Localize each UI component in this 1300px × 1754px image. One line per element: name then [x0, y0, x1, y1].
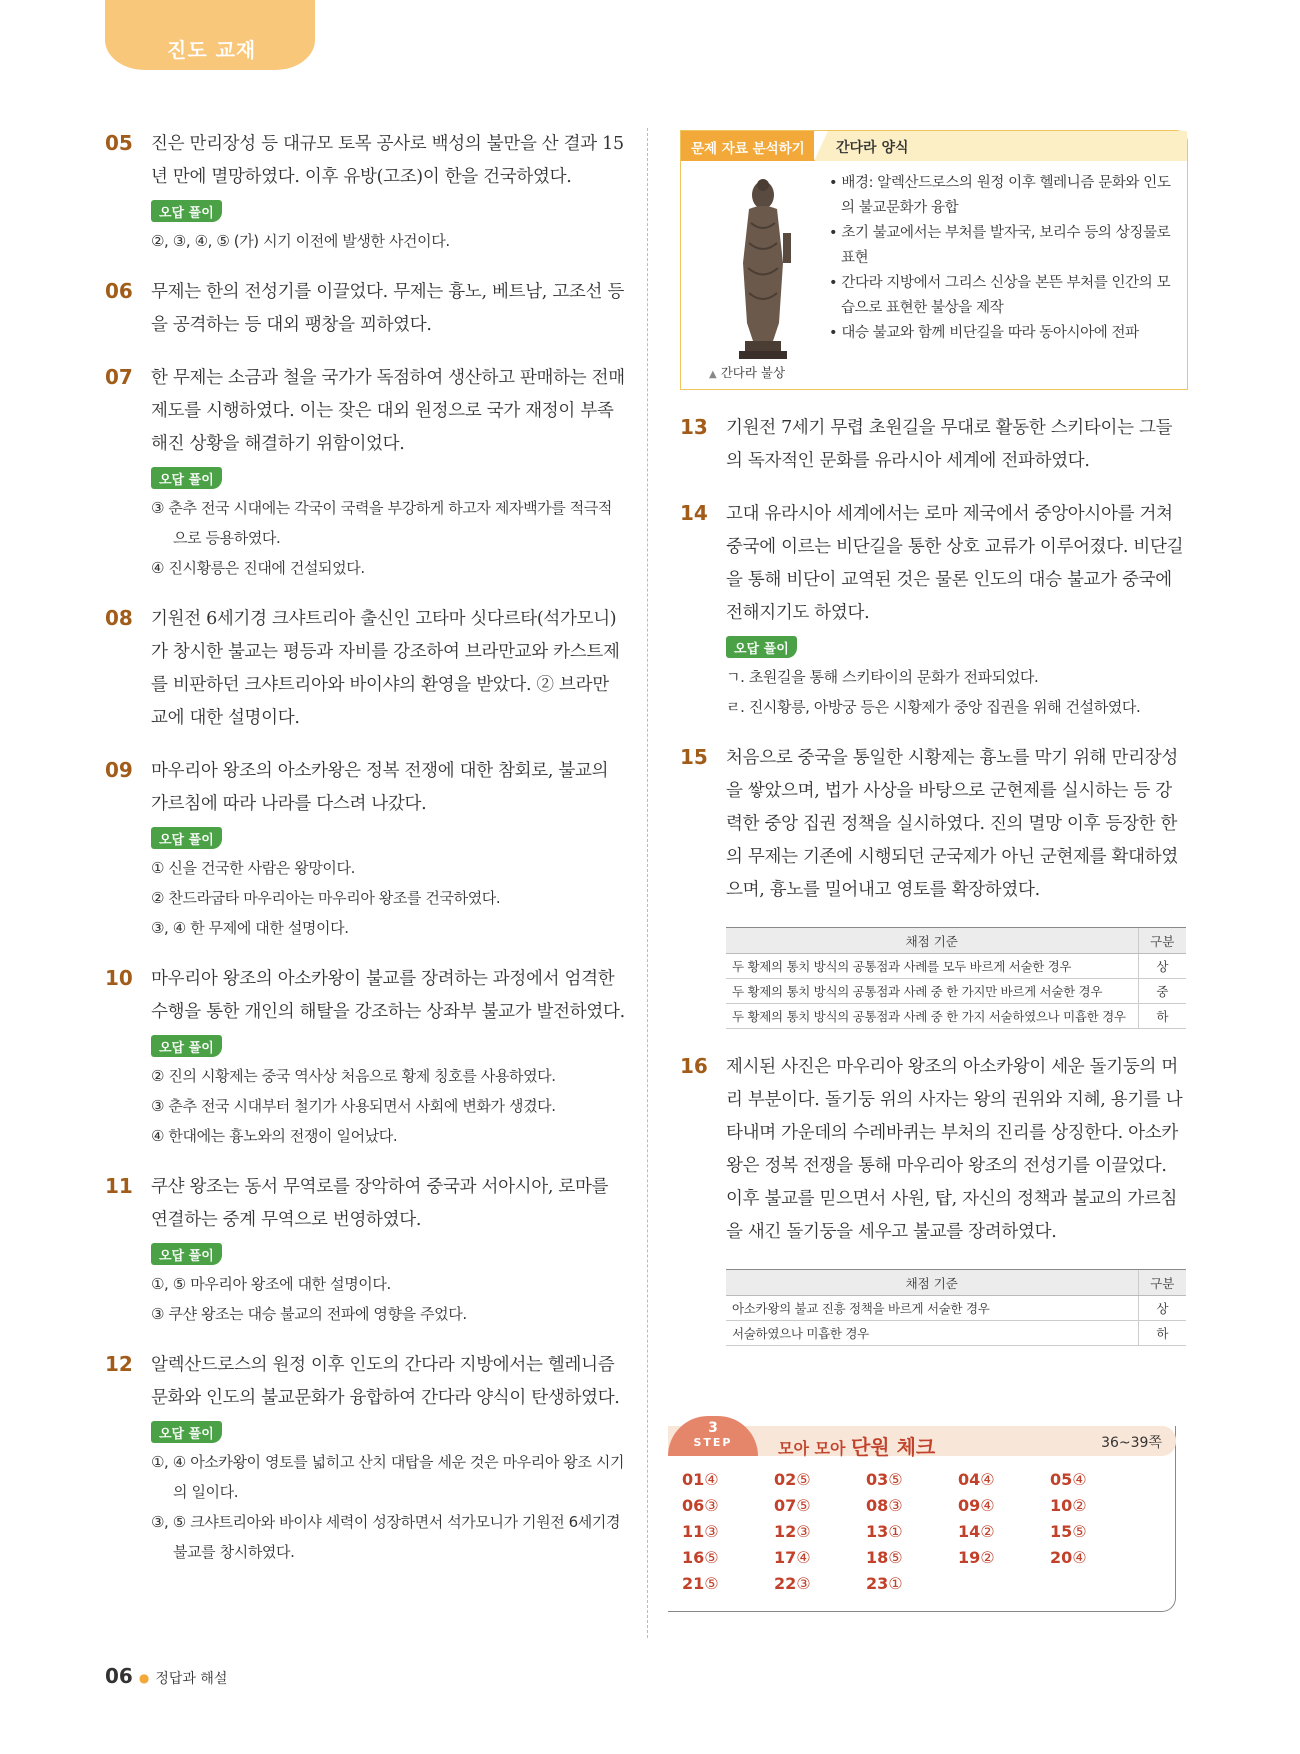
wrong-answer-line: ③ 쿠샨 왕조는 대승 불교의 전파에 영향을 주었다.	[151, 1305, 467, 1323]
answer-value: ③	[796, 1574, 811, 1593]
question-09	[105, 755, 625, 943]
answer-value: ④	[1072, 1548, 1087, 1567]
table-cell: 서술하였으나 미흡한 경우	[726, 1321, 1138, 1346]
answer-number: 13	[866, 1522, 889, 1541]
answer-value: ②	[980, 1522, 995, 1541]
answer-number: 04	[958, 1470, 981, 1489]
answer-value: ⑤	[796, 1470, 811, 1489]
answer-value: ③	[888, 1496, 903, 1515]
table-row	[726, 954, 1186, 979]
answer-number: 15	[1050, 1522, 1073, 1541]
answer-item	[682, 1470, 719, 1489]
question-05	[105, 128, 625, 256]
answer-number: 16	[682, 1548, 705, 1567]
table-header: 구분	[1138, 1270, 1186, 1296]
wrong-answer-line: ②, ③, ④, ⑤ (가) 시기 이전에 발생한 사건이다.	[151, 232, 450, 250]
right-questions	[680, 412, 1188, 1346]
triangle-icon: ▲	[709, 369, 717, 380]
wrong-answer-badge: 오답 풀이	[151, 1243, 222, 1265]
unit-check-box	[668, 1420, 1176, 1612]
wrong-answer-badge: 오답 풀이	[151, 1421, 222, 1443]
table-row	[726, 979, 1186, 1004]
answer-value: ①	[888, 1574, 903, 1593]
unit-check-pages: 36~39쪽	[1101, 1435, 1162, 1451]
answer-item	[866, 1470, 903, 1489]
table-cell: 상	[1138, 954, 1186, 979]
answer-number: 21	[682, 1574, 705, 1593]
answer-number: 03	[866, 1470, 889, 1489]
table-header: 구분	[1138, 928, 1186, 954]
unit-check-title-big: 단원 체크	[850, 1435, 936, 1459]
table-cell: 중	[1138, 979, 1186, 1004]
page-number: 06	[105, 1664, 133, 1688]
wrong-answer-section	[151, 827, 625, 943]
wrong-answer-line: ③ 춘추 전국 시대에는 각국이 국력을 부강하게 하고자 제자백가를 적극적으로 등용하였다.	[151, 499, 612, 547]
question-number: 12	[105, 1352, 133, 1376]
wrong-answer-line: ①, ④ 아소카왕이 영토를 넓히고 산치 대탑을 세운 것은 마우리아 왕조 시기의 일이다.	[151, 1453, 625, 1501]
question-text: 무제는 한의 전성기를 이끌었다. 무제는 흉노, 베트남, 고조선 등을 공격하는 등 대외 팽창을 꾀하였다.	[151, 282, 625, 335]
answer-number: 05	[1050, 1470, 1073, 1489]
wrong-answer-section	[151, 1421, 625, 1567]
table-row	[726, 1004, 1186, 1029]
unit-check-title	[778, 1431, 935, 1460]
answer-item	[958, 1470, 995, 1489]
question-08	[105, 603, 625, 735]
answer-value: ⑤	[888, 1548, 903, 1567]
right-column	[680, 130, 1188, 1368]
answer-value: ⑤	[704, 1574, 719, 1593]
answer-number: 18	[866, 1548, 889, 1567]
wrong-answer-line: ㄱ. 초원길을 통해 스키타이의 문화가 전파되었다.	[726, 668, 1039, 686]
answer-item	[866, 1522, 903, 1541]
answer-value: ⑤	[1072, 1522, 1087, 1541]
answer-number: 07	[774, 1496, 797, 1515]
step-badge	[668, 1416, 758, 1456]
answer-value: ③	[704, 1496, 719, 1515]
answer-item	[682, 1574, 719, 1593]
answer-value: ③	[796, 1522, 811, 1541]
wrong-answer-line: ③ 춘추 전국 시대부터 철기가 사용되면서 사회에 변화가 생겼다.	[151, 1097, 556, 1115]
analysis-box	[680, 130, 1188, 390]
table-cell: 두 황제의 통치 방식의 공통점과 사례 중 한 가지 서술하였으나 미흡한 경우	[726, 1004, 1138, 1029]
wrong-answer-line: ④ 진시황릉은 진대에 건설되었다.	[151, 559, 365, 577]
analysis-title: 간다라 양식	[836, 140, 909, 156]
question-number: 14	[680, 501, 708, 525]
question-text: 제시된 사진은 마우리아 왕조의 아소카왕이 세운 돌기둥의 머리 부분이다. 돌기둥 위의 사자는 왕의 권위와 지혜, 용기를 나타내며 가운데의 수레바퀴는 부처의 진리를 상징한다. 아소카왕은 정복 전쟁을 통해 마우리아 왕조의 전성기를 이끌었다. 이후 불교를 믿으면서 사원, 탑, 자신의 정책과 불교의 가르침을 새긴 돌기둥을 세우고 불교를 장려하였다.	[726, 1057, 1183, 1242]
answer-item	[774, 1574, 811, 1593]
answer-item	[958, 1496, 995, 1515]
answer-number: 22	[774, 1574, 797, 1593]
answer-value: ④	[704, 1470, 719, 1489]
question-number: 13	[680, 415, 708, 439]
answer-item	[682, 1548, 719, 1567]
question-06	[105, 276, 625, 342]
analysis-bullet: • 배경: 알렉산드로스의 원정 이후 헬레니즘 문화와 인도의 불교문화가 융합	[829, 175, 1171, 216]
wrong-answer-badge: 오답 풀이	[151, 827, 222, 849]
answer-item	[958, 1548, 995, 1567]
question-text: 기원전 6세기경 크샤트리아 출신인 고타마 싯다르타(석가모니)가 창시한 불교는 평등과 자비를 강조하여 브라만교와 카스트제를 비판하던 크샤트리아와 바이샤의 환영을 받았다. ② 브라만교에 대한 설명이다.	[151, 609, 620, 728]
answer-value: ③	[704, 1522, 719, 1541]
answer-value: ①	[888, 1522, 903, 1541]
wrong-answer-section	[151, 1035, 625, 1151]
answer-item	[682, 1496, 719, 1515]
buddha-statue-image	[721, 173, 805, 359]
analysis-bullet: • 대승 불교와 함께 비단길을 따라 동아시아에 전파	[829, 325, 1139, 341]
answer-item	[774, 1470, 811, 1489]
answer-number: 19	[958, 1548, 981, 1567]
answer-item	[1050, 1548, 1087, 1567]
answer-number: 06	[682, 1496, 705, 1515]
answer-value: ⑤	[704, 1548, 719, 1567]
wrong-answer-line: ①, ⑤ 마우리아 왕조에 대한 설명이다.	[151, 1275, 391, 1293]
answer-item	[1050, 1522, 1087, 1541]
wrong-answer-badge: 오답 풀이	[151, 467, 222, 489]
question-text: 고대 유라시아 세계에서는 로마 제국에서 중앙아시아를 거쳐 중국에 이르는 비단길을 통한 상호 교류가 이루어졌다. 비단길을 통해 비단이 교역된 것은 물론 인도의 대승 불교가 중국에 전해지기도 하였다.	[726, 504, 1184, 623]
answer-value: ②	[980, 1548, 995, 1567]
question-text: 알렉산드로스의 원정 이후 인도의 간다라 지방에서는 헬레니즘 문화와 인도의 불교문화가 융합하여 간다라 양식이 탄생하였다.	[151, 1355, 620, 1408]
question-13	[680, 412, 1188, 478]
analysis-tab-tail	[814, 131, 828, 161]
wrong-answer-badge: 오답 풀이	[151, 200, 222, 222]
question-number: 05	[105, 131, 133, 155]
question-number: 11	[105, 1174, 133, 1198]
table-cell: 상	[1138, 1296, 1186, 1321]
question-text: 기원전 7세기 무렵 초원길을 무대로 활동한 스키타이는 그들의 독자적인 문화를 유라시아 세계에 전파하였다.	[726, 418, 1173, 471]
answer-value: ④	[980, 1496, 995, 1515]
section-tab: 진도 교재	[105, 0, 315, 70]
question-11	[105, 1171, 625, 1329]
answer-value: ④	[980, 1470, 995, 1489]
wrong-answer-line: ④ 한대에는 흉노와의 전쟁이 일어났다.	[151, 1127, 398, 1145]
statue-caption-text: 간다라 불상	[720, 365, 786, 380]
answer-item	[1050, 1470, 1087, 1489]
wrong-answer-line: ② 진의 시황제는 중국 역사상 처음으로 황제 칭호를 사용하였다.	[151, 1067, 556, 1085]
question-14	[680, 498, 1188, 722]
answer-number: 11	[682, 1522, 705, 1541]
answer-item	[866, 1574, 903, 1593]
table-cell: 두 황제의 통치 방식의 공통점과 사례 중 한 가지만 바르게 서술한 경우	[726, 979, 1138, 1004]
answer-item	[866, 1548, 903, 1567]
column-divider	[647, 128, 648, 1638]
question-number: 09	[105, 758, 133, 782]
answer-item	[958, 1522, 995, 1541]
wrong-answer-line: ② 찬드라굽타 마우리아는 마우리아 왕조를 건국하였다.	[151, 889, 501, 907]
answer-item	[682, 1522, 719, 1541]
question-text: 처음으로 중국을 통일한 시황제는 흉노를 막기 위해 만리장성을 쌓았으며, 법가 사상을 바탕으로 군현제를 실시하는 등 강력한 중앙 집권 정책을 실시하였다. 진의 멸망 이후 등장한 한의 무제는 기존에 시행되던 군국제가 아닌 군현제를 확대하였으며, 흉노를 밀어내고 영토를 확장하였다.	[726, 748, 1178, 900]
step-number: 3	[708, 1420, 718, 1436]
question-10	[105, 963, 625, 1151]
question-number: 10	[105, 966, 133, 990]
wrong-answer-section	[151, 200, 625, 256]
question-number: 06	[105, 279, 133, 303]
question-text: 마우리아 왕조의 아소카왕은 정복 전쟁에 대한 참회로, 불교의 가르침에 따라 나라를 다스려 나갔다.	[151, 761, 609, 814]
wrong-answer-line: ㄹ. 진시황릉, 아방궁 등은 시황제가 중앙 집권을 위해 건설하였다.	[726, 698, 1141, 716]
scoring-table-16	[726, 1269, 1186, 1346]
answer-number: 01	[682, 1470, 705, 1489]
wrong-answer-section	[151, 467, 625, 583]
table-cell: 하	[1138, 1321, 1186, 1346]
unit-check-title-small: 모아 모아	[778, 1439, 851, 1458]
question-number: 08	[105, 606, 133, 630]
table-header: 채점 기준	[726, 928, 1138, 954]
wrong-answer-badge: 오답 풀이	[151, 1035, 222, 1057]
answer-number: 14	[958, 1522, 981, 1541]
wrong-answer-line: ③, ⑤ 크샤트리아와 바이샤 세력이 성장하면서 석가모니가 기원전 6세기경 불교를 창시하였다.	[151, 1513, 621, 1561]
analysis-bullet: • 초기 불교에서는 부처를 발자국, 보리수 등의 상징물로 표현	[829, 225, 1171, 266]
analysis-tab: 문제 자료 분석하기	[681, 131, 815, 161]
table-row	[726, 1296, 1186, 1321]
question-number: 16	[680, 1054, 708, 1078]
question-text: 마우리아 왕조의 아소카왕이 불교를 장려하는 과정에서 엄격한 수행을 통한 개인의 해탈을 강조하는 상좌부 불교가 발전하였다.	[151, 969, 625, 1022]
bullet-dot: ●	[138, 1670, 150, 1685]
question-text: 한 무제는 소금과 철을 국가가 독점하여 생산하고 판매하는 전매 제도를 시행하였다. 이는 잦은 대외 원정으로 국가 재정이 부족해진 상황을 해결하기 위함이었다.	[151, 368, 625, 454]
answer-number: 10	[1050, 1496, 1073, 1515]
answer-number: 23	[866, 1574, 889, 1593]
question-number: 15	[680, 745, 708, 769]
question-number: 07	[105, 365, 133, 389]
wrong-answer-section	[151, 1243, 625, 1329]
answer-number: 08	[866, 1496, 889, 1515]
wrong-answer-line: ① 신을 건국한 사람은 왕망이다.	[151, 859, 355, 877]
wrong-answer-section	[726, 636, 1188, 722]
question-12	[105, 1349, 625, 1567]
left-column	[105, 128, 625, 1587]
answer-value: ②	[1072, 1496, 1087, 1515]
answer-value: ⑤	[888, 1470, 903, 1489]
table-header: 채점 기준	[726, 1270, 1138, 1296]
answer-number: 17	[774, 1548, 797, 1567]
analysis-header	[681, 131, 1187, 161]
table-cell: 두 황제의 통치 방식의 공통점과 사례를 모두 바르게 서술한 경우	[726, 954, 1138, 979]
wrong-answer-line: ③, ④ 한 무제에 대한 설명이다.	[151, 919, 349, 937]
step-label: STEP	[693, 1436, 733, 1449]
statue-caption	[709, 363, 785, 381]
analysis-bullet: • 간다라 지방에서 그리스 신상을 본뜬 부처를 인간의 모습으로 표현한 불상을 제작	[829, 275, 1171, 316]
answer-item	[774, 1548, 811, 1567]
page-footer	[105, 1664, 227, 1688]
answer-number: 02	[774, 1470, 797, 1489]
question-07	[105, 362, 625, 583]
answer-number: 12	[774, 1522, 797, 1541]
question-text: 쿠샨 왕조는 동서 무역로를 장악하여 중국과 서아시아, 로마를 연결하는 중계 무역으로 번영하였다.	[151, 1177, 609, 1230]
answer-item	[774, 1522, 811, 1541]
question-15	[680, 742, 1188, 907]
answer-item	[866, 1496, 903, 1515]
unit-check-header	[668, 1420, 1176, 1459]
answer-value: ⑤	[796, 1496, 811, 1515]
question-16	[680, 1051, 1188, 1249]
table-row	[726, 1321, 1186, 1346]
answer-item	[774, 1496, 811, 1515]
table-cell: 아소카왕의 불교 진흥 정책을 바르게 서술한 경우	[726, 1296, 1138, 1321]
question-text: 진은 만리장성 등 대규모 토목 공사로 백성의 불만을 산 결과 15년 만에 멸망하였다. 이후 유방(고조)이 한을 건국하였다.	[151, 134, 624, 187]
scoring-table-15	[726, 927, 1186, 1029]
answer-number: 09	[958, 1496, 981, 1515]
answer-value: ④	[796, 1548, 811, 1567]
table-cell: 하	[1138, 1004, 1186, 1029]
wrong-answer-badge: 오답 풀이	[726, 636, 797, 658]
analysis-bullets	[829, 171, 1179, 346]
answer-number: 20	[1050, 1548, 1073, 1567]
answer-item	[1050, 1496, 1087, 1515]
answer-value: ④	[1072, 1470, 1087, 1489]
footer-label: 정답과 해설	[155, 1671, 228, 1687]
